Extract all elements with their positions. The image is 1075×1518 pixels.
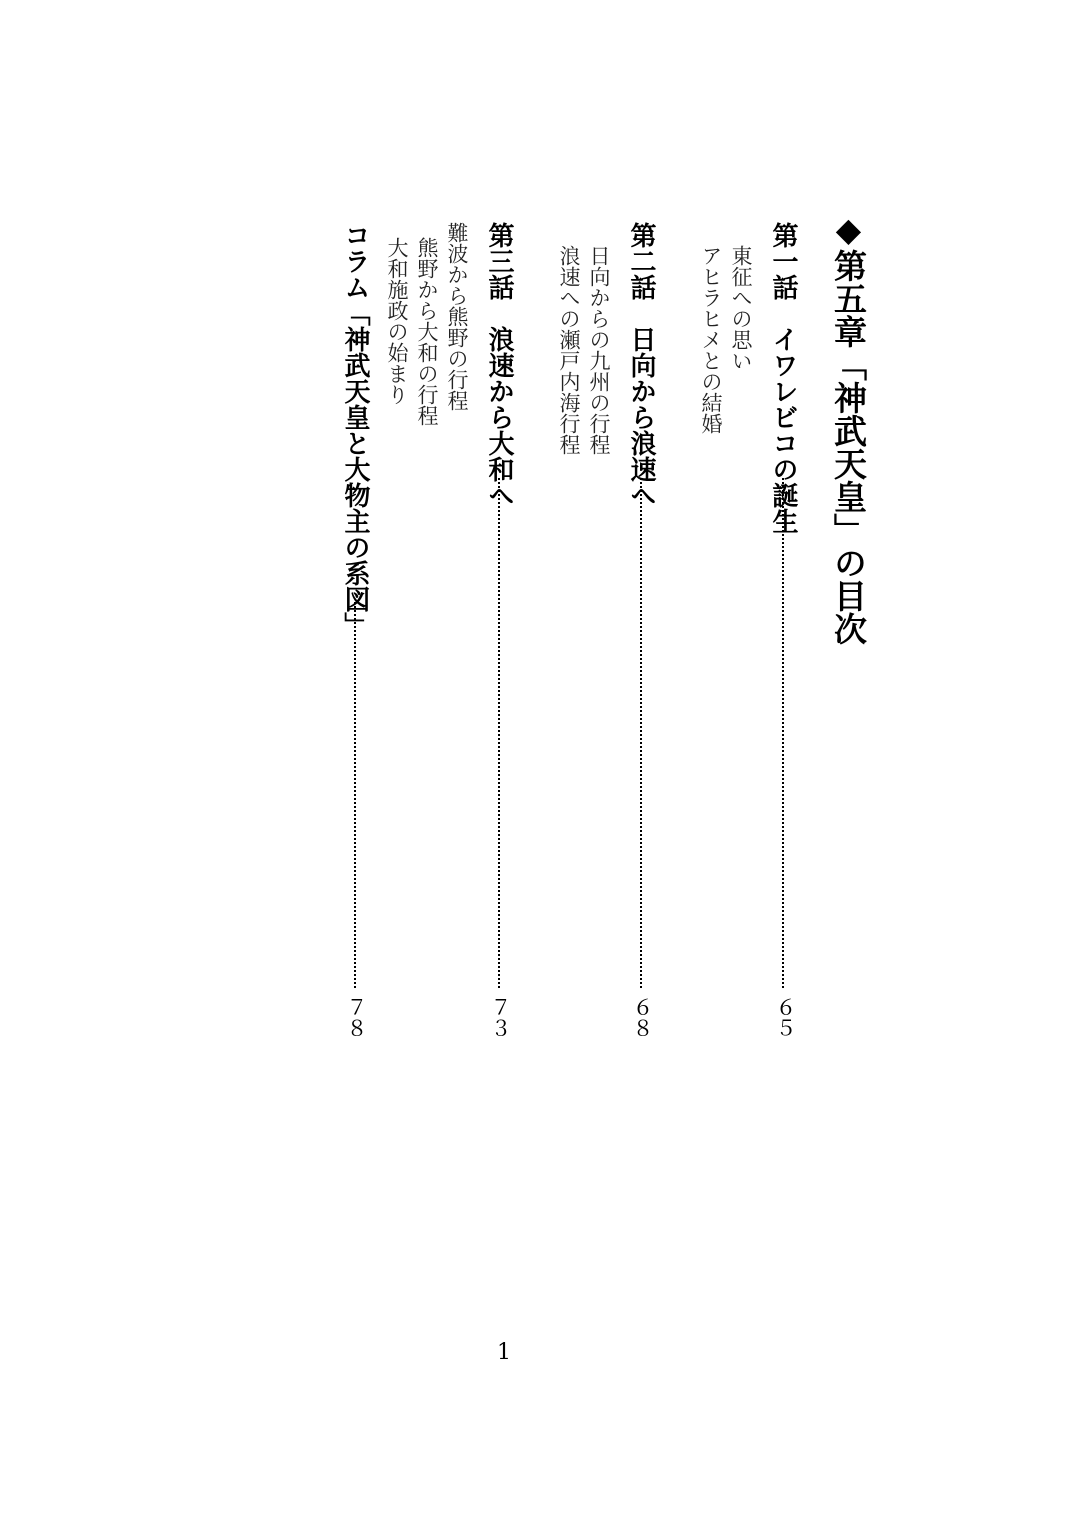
toc-subitem-2-2[interactable]: 浪速への瀬戸内海行程 [557, 245, 581, 455]
toc-subitem-1-2[interactable]: アヒラヒメとの結婚 [699, 245, 723, 434]
toc-subitem-1-1[interactable]: 東征への思い [729, 245, 753, 371]
toc-entry-title-4[interactable]: コラム「神武天皇と大物主の系図」 [340, 222, 370, 638]
toc-entry-title-3[interactable]: 第三話 浪速から大和へ [484, 222, 514, 508]
chapter-title: ◆第五章「神武天皇」の目次 [829, 210, 868, 645]
toc-leader-2 [640, 478, 642, 988]
toc-page-number-4: ７８ [344, 996, 368, 1038]
toc-entry-title-1[interactable]: 第一話 イワレビコの誕生 [768, 222, 798, 534]
toc-leader-3 [498, 478, 500, 988]
toc-page-number-3: ７３ [488, 996, 512, 1038]
toc-leader-1 [782, 478, 784, 988]
toc-page-number-1: ６５ [773, 996, 797, 1038]
toc-subitem-3-1[interactable]: 難波から熊野の行程 [445, 222, 469, 411]
toc-page-number-2: ６８ [630, 996, 654, 1038]
toc-subitem-2-1[interactable]: 日向からの九州の行程 [587, 245, 611, 455]
page-number-footer: 1 [497, 1340, 511, 1365]
toc-entry-title-2[interactable]: 第二話 日向から浪速へ [626, 222, 656, 508]
toc-subitem-3-3[interactable]: 大和施政の始まり [385, 237, 409, 405]
toc-leader-4 [354, 602, 356, 988]
toc-subitem-3-2[interactable]: 熊野から大和の行程 [415, 237, 439, 426]
